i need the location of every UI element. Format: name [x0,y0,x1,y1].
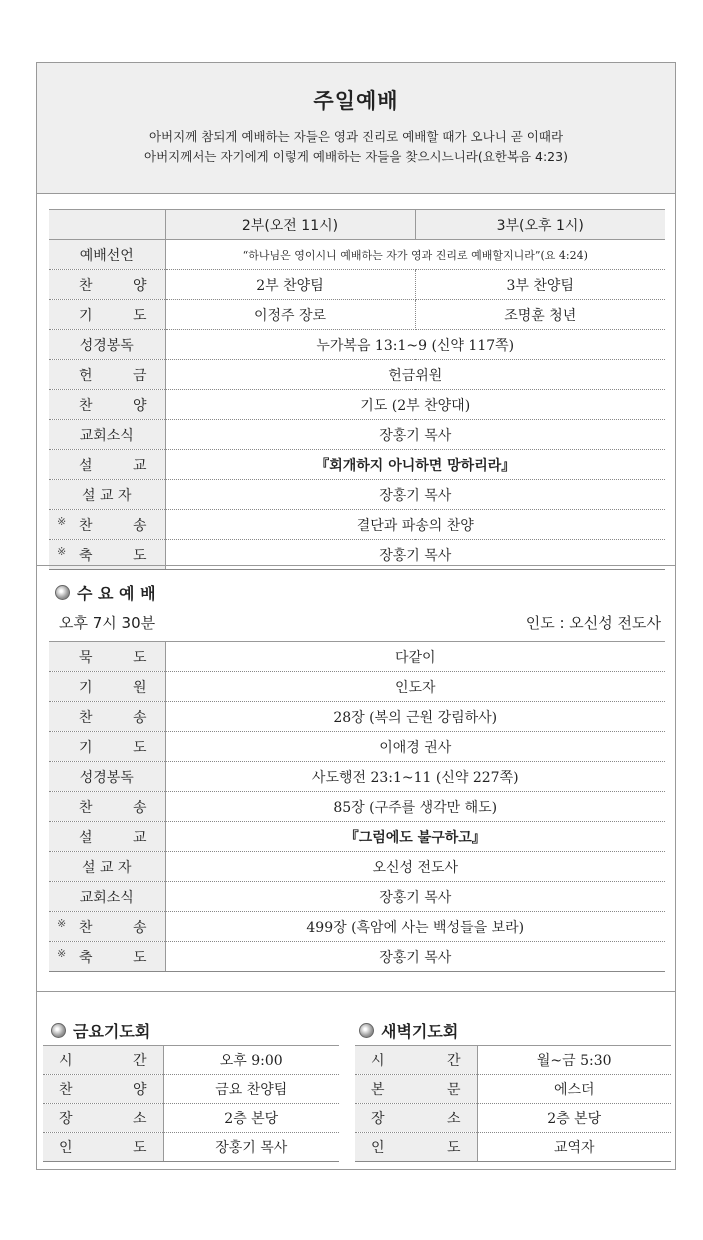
service-3-header: 3부(오후 1시) [415,210,665,240]
row-label-cell [49,732,165,762]
row-label [49,425,165,445]
row-label [43,1108,163,1128]
friday-row [43,1133,339,1162]
label-char: 원 [132,679,147,696]
row-value: 오후 9:00 [163,1046,339,1075]
label-char: 송 [132,919,147,936]
row-label-cell [355,1075,477,1104]
row-label [49,275,165,295]
row-value: 499장 (흑암에 사는 백성들을 보라) [165,912,665,942]
label-char: 소 [446,1111,461,1127]
dawn-heading [359,1019,458,1042]
friday-row [43,1104,339,1133]
row-label [49,827,165,847]
verse-line-1: 아버지께 참되게 예배하는 자들은 영과 진리로 예배할 때가 오나니 곧 이때라 [148,129,564,144]
sunday-order-table [49,209,665,570]
row-label-cell [49,450,165,480]
label-char: 기 [79,307,93,324]
friday-row [43,1046,339,1075]
verse-line-2: 아버지께서는 자기에게 이렇게 예배하는 자들을 찾으시느니라(요한복음 4:23) [144,149,568,164]
label-char: 인 [371,1140,385,1156]
row-value: 장홍기 목사 [165,540,665,570]
dawn-table [355,1045,671,1162]
dawn-row [355,1075,671,1104]
bullet-icon [55,585,70,600]
row-label-cell [49,420,165,450]
row-value: 누가복음 13:1~9 (신약 117쪽) [165,330,665,360]
row-label [43,1137,163,1157]
service-3-value: 조명훈 청년 [415,300,665,330]
label-char: 찬 [79,277,93,294]
label-char: 도 [132,547,147,564]
row-value: 사도행전 23:1~11 (신약 227쪽) [165,762,665,792]
wednesday-row [49,792,665,822]
sunday-row [49,360,665,390]
row-label [43,1050,163,1070]
row-label-cell [49,240,165,270]
row-label-cell [49,852,165,882]
row-value: 기도 (2부 찬양대) [165,390,665,420]
label-char: 찬 [79,709,93,726]
service-2-value: 2부 찬양팀 [165,270,415,300]
label-char: 설 교 자 [82,487,132,504]
row-label-cell [49,792,165,822]
row-label [49,455,165,475]
wednesday-row [49,642,665,672]
section-divider [37,991,675,992]
label-char: 기 [79,679,93,696]
wednesday-row [49,702,665,732]
row-label-cell [43,1133,163,1162]
row-label [49,707,165,727]
label-char: 도 [132,739,147,756]
row-value: 교역자 [477,1133,671,1162]
row-label [49,797,165,817]
bullet-icon [51,1023,66,1038]
row-label-cell [49,822,165,852]
row-label [49,887,165,907]
label-char: 기 [79,739,93,756]
wednesday-row [49,672,665,702]
row-value: 결단과 파송의 찬양 [165,510,665,540]
label-char: 축 [79,949,93,966]
row-value: 이애경 권사 [165,732,665,762]
sunday-header [37,63,675,194]
asterisk-icon: ※ [57,916,67,930]
label-char: 금 [132,367,147,384]
label-char: 소 [132,1111,147,1127]
dawn-row [355,1046,671,1075]
row-label [49,515,165,535]
row-label [49,737,165,757]
label-char: 도 [446,1140,461,1156]
label-char: 도 [132,649,147,666]
row-value: 장홍기 목사 [165,420,665,450]
page-title: 주일예배 [313,89,399,113]
service-3-value: 3부 찬양팀 [415,270,665,300]
sunday-row [49,240,665,270]
row-value: “하나님은 영이시니 예배하는 자가 영과 진리로 예배할지니라”(요 4:24) [165,240,665,270]
label-char: 묵 [79,649,93,666]
row-value: 헌금위원 [165,360,665,390]
sunday-row [49,390,665,420]
row-label-cell [49,480,165,510]
label-char: 설 [79,829,93,846]
friday-title: 금요기도회 [73,1022,151,1041]
row-label-cell [355,1104,477,1133]
asterisk-icon: ※ [57,544,67,558]
row-value: 오신성 전도사 [165,852,665,882]
label-char: 교회소식 [79,427,134,444]
label-char: 송 [132,709,147,726]
sunday-row [49,300,665,330]
row-label-cell [49,270,165,300]
label-char: 설 [79,457,93,474]
row-value: 장홍기 목사 [165,942,665,972]
row-label-cell [43,1046,163,1075]
friday-row [43,1075,339,1104]
dawn-row [355,1133,671,1162]
row-value: 금요 찬양팀 [163,1075,339,1104]
row-label-cell [49,912,165,942]
sunday-row [49,480,665,510]
label-char: 양 [132,397,147,414]
row-value: 28장 (복의 근원 강림하사) [165,702,665,732]
row-value: 2층 본당 [477,1104,671,1133]
wednesday-order-table [49,641,665,972]
row-label [355,1137,477,1157]
row-value: 월~금 5:30 [477,1046,671,1075]
sunday-row [49,420,665,450]
label-char: 시 [371,1053,385,1069]
row-label-cell [49,390,165,420]
label-char: 장 [59,1111,73,1127]
row-label [49,677,165,697]
label-char: 교회소식 [79,889,134,906]
row-label-cell [43,1075,163,1104]
label-char: 문 [446,1082,461,1098]
row-label [49,335,165,355]
sunday-row [49,330,665,360]
row-label-cell [355,1133,477,1162]
label-char: 도 [132,949,147,966]
label-char: 성경봉독 [79,769,134,786]
row-label [49,767,165,787]
row-label [49,245,165,265]
dawn-row [355,1104,671,1133]
label-char: 찬 [79,799,93,816]
row-label-cell [49,702,165,732]
bullet-icon [359,1023,374,1038]
label-char: 찬 [59,1082,73,1098]
service-2-header: 2부(오전 11시) [165,210,415,240]
label-char: 축 [79,547,93,564]
wednesday-row [49,882,665,912]
label-char: 찬 [79,517,93,534]
row-value: 장홍기 목사 [165,882,665,912]
label-char: 교 [132,457,147,474]
label-char: 양 [132,1082,147,1098]
label-char: 송 [132,517,147,534]
row-label-cell [49,300,165,330]
label-char: 양 [132,277,147,294]
row-label [49,857,165,877]
sunday-row [49,450,665,480]
wednesday-title: 수 요 예 배 [77,584,156,603]
row-label-cell [355,1046,477,1075]
wednesday-row [49,732,665,762]
row-value: 에스더 [477,1075,671,1104]
wednesday-row [49,942,665,972]
label-char: 찬 [79,397,93,414]
row-label [355,1050,477,1070]
label-char: 본 [371,1082,385,1098]
row-value: 인도자 [165,672,665,702]
row-label [43,1079,163,1099]
row-label [49,395,165,415]
row-label [49,647,165,667]
label-char: 송 [132,799,147,816]
section-divider [37,565,675,566]
row-label-cell [49,882,165,912]
wednesday-row [49,852,665,882]
row-value: 2층 본당 [163,1104,339,1133]
row-label-cell [49,942,165,972]
row-label [355,1079,477,1099]
label-char: 인 [59,1140,73,1156]
label-char: 간 [132,1053,147,1069]
row-label-cell [49,360,165,390]
wednesday-time: 오후 7시 30분 [59,614,156,632]
label-char: 성경봉독 [79,337,134,354]
dawn-title: 새벽기도회 [381,1022,459,1041]
friday-table [43,1045,339,1162]
friday-heading [51,1019,150,1042]
wednesday-row [49,912,665,942]
row-label-cell [43,1104,163,1133]
row-value: 『그럼에도 불구하고』 [165,822,665,852]
service-2-value: 이정주 장로 [165,300,415,330]
label-char: 장 [371,1111,385,1127]
row-label [49,947,165,967]
row-label-cell [49,330,165,360]
label-char: 도 [132,307,147,324]
label-char: 예배선언 [79,247,134,264]
row-label [49,365,165,385]
row-value: 장홍기 목사 [165,480,665,510]
label-char: 설 교 자 [82,859,132,876]
label-char: 간 [446,1053,461,1069]
row-value: 다같이 [165,642,665,672]
sunday-table-header [49,210,665,240]
sunday-row [49,270,665,300]
wednesday-leader: 인도 : 오신성 전도사 [525,614,661,632]
row-label [49,917,165,937]
row-label-cell [49,762,165,792]
row-label [49,305,165,325]
label-char: 시 [59,1053,73,1069]
wednesday-row [49,822,665,852]
row-label-cell [49,672,165,702]
row-label [49,485,165,505]
wednesday-row [49,762,665,792]
label-char: 교 [132,829,147,846]
asterisk-icon: ※ [57,946,67,960]
row-value: 『회개하지 아니하면 망하리라』 [165,450,665,480]
verse-text [37,127,675,167]
row-label [49,545,165,565]
asterisk-icon: ※ [57,514,67,528]
row-value: 장홍기 목사 [163,1133,339,1162]
row-value: 85장 (구주를 생각만 해도) [165,792,665,822]
label-char: 도 [132,1140,147,1156]
label-char: 헌 [79,367,93,384]
row-label-cell [49,642,165,672]
sunday-row [49,510,665,540]
label-char: 찬 [79,919,93,936]
bulletin-frame [36,62,676,1170]
row-label [355,1108,477,1128]
wednesday-heading [55,581,156,604]
row-label-cell [49,510,165,540]
